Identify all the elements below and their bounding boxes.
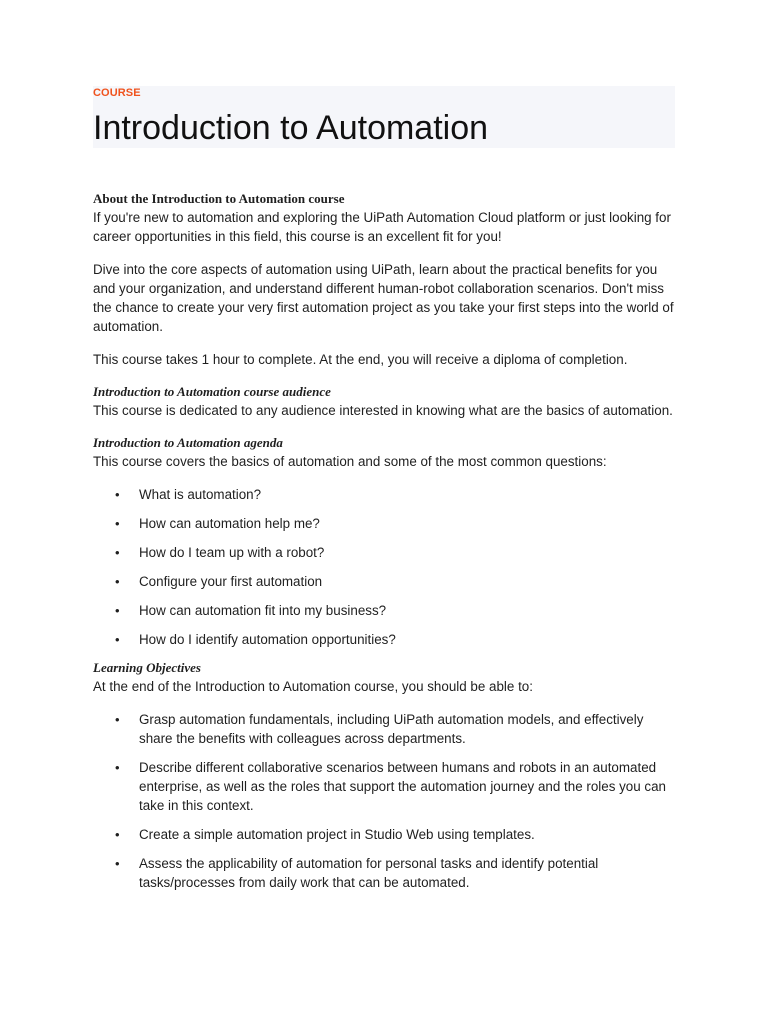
list-item: • How can automation fit into my business? xyxy=(115,603,387,618)
bullet-icon: • xyxy=(115,603,120,618)
bullet-icon: • xyxy=(115,574,120,589)
document-page xyxy=(93,86,675,902)
course-header xyxy=(93,86,675,148)
audience-text: This course is dedicated to any audience interested in knowing what are the basics of automation. xyxy=(93,403,673,418)
list-item: • Assess the applicability of automation for personal tasks and identify potential tasks/processes from daily work that can be automated. xyxy=(115,856,599,890)
list-item: • What is automation? xyxy=(115,487,262,502)
audience-heading: Introduction to Automation course audience xyxy=(93,384,331,399)
bullet-icon: • xyxy=(115,827,120,842)
page-title: Introduction to Automation xyxy=(93,109,489,147)
about-paragraph-1: If you're new to automation and exploring the UiPath Automation Cloud platform or just looking for career opportunities in this field, this course is an excellent fit for you! xyxy=(93,210,671,244)
objectives-intro: At the end of the Introduction to Automation course, you should be able to: xyxy=(93,679,533,694)
bullet-icon: • xyxy=(115,760,120,775)
list-item: • Grasp automation fundamentals, including UiPath automation models, and effectively share the benefits with colleagues across departments. xyxy=(115,712,644,746)
bullet-icon: • xyxy=(115,632,120,647)
list-item: • How do I identify automation opportunities? xyxy=(115,632,396,647)
agenda-list xyxy=(93,485,675,649)
objectives-list xyxy=(93,710,675,892)
about-paragraph-3: This course takes 1 hour to complete. At the end, you will receive a diploma of completion. xyxy=(93,352,628,367)
bullet-icon: • xyxy=(115,545,120,560)
agenda-heading: Introduction to Automation agenda xyxy=(93,435,283,450)
objectives-heading: Learning Objectives xyxy=(93,660,201,675)
bullet-icon: • xyxy=(115,516,120,531)
list-item: • How can automation help me? xyxy=(115,516,320,531)
list-item: • Describe different collaborative scenarios between humans and robots in an automated enterprise, as well as the roles that support the automation journey and the roles you can take in this context. xyxy=(115,760,667,813)
list-item: • Create a simple automation project in Studio Web using templates. xyxy=(115,827,535,842)
list-item: • Configure your first automation xyxy=(115,574,323,589)
about-heading: About the Introduction to Automation course xyxy=(93,191,345,206)
bullet-icon: • xyxy=(115,487,120,502)
agenda-intro: This course covers the basics of automation and some of the most common questions: xyxy=(93,454,607,469)
bullet-icon: • xyxy=(115,856,120,871)
course-content xyxy=(93,190,675,892)
course-label: COURSE xyxy=(93,87,141,99)
bullet-icon: • xyxy=(115,712,120,727)
list-item: • How do I team up with a robot? xyxy=(115,545,325,560)
about-paragraph-2: Dive into the core aspects of automation using UiPath, learn about the practical benefits for you and your organization, and understand different human-robot collaboration scenarios. Don't miss the chance to create your very first automation project as you take your first steps into the world of automation. xyxy=(93,262,674,334)
